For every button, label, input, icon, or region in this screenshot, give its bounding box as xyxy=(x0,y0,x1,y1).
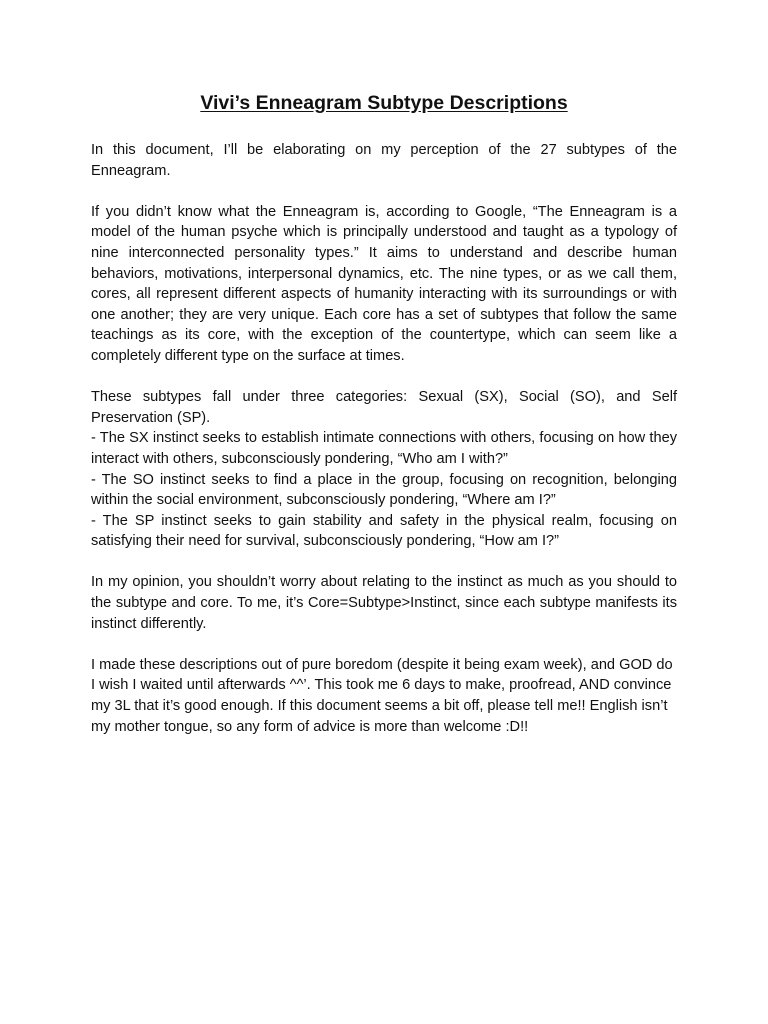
definition-paragraph: If you didn’t know what the Enneagram is, according to Google, “The Enneagram is a model of the human psyche which is principally understood and taught as a typology of nine interconnected personality types.” It aims to understand and describe human behaviors, motivations, interpersonal dynamics, etc. The nine types, or as we call them, cores, all represent different aspects of humanity interacting with its surroundings or with one another; they are very unique. Each core has a set of subtypes that follow the same teachings as its core, with the exception of the countertype, which can seem like a completely different type on the surface at times. xyxy=(91,203,677,364)
so-instinct-item: - The SO instinct seeks to find a place in the group, focusing on recognition, belonging within the social environment, subconsciously pondering, “Where am I?” xyxy=(91,471,677,509)
document-body xyxy=(91,140,677,737)
sx-instinct-item: - The SX instinct seeks to establish intimate connections with others, focusing on how they interact with others, subconsciously pondering, “Who am I with?” xyxy=(91,430,677,467)
intro-paragraph: In this document, I’ll be elaborating on my perception of the 27 subtypes of the Enneagram. xyxy=(91,142,677,179)
closing-paragraph: I made these descriptions out of pure boredom (despite it being exam week), and GOD do I wish I waited until afterwards ^^’. This took me 6 days to make, proofread, AND convince my 3L that it’s good enough. If this document seems a bit off, please tell me!! English isn’t my mother tongue, so any form of advice is more than welcome :D!! xyxy=(91,656,673,735)
document-title: Vivi’s Enneagram Subtype Descriptions xyxy=(200,92,568,114)
categories-text: These subtypes fall under three categories: Sexual (SX), Social (SO), and Self Preservation (SP). xyxy=(91,389,677,426)
instinct-categories-block xyxy=(91,387,677,552)
sp-instinct-item: - The SP instinct seeks to gain stability and safety in the physical realm, focusing on satisfying their need for survival, subconsciously pondering, “How am I?” xyxy=(91,512,677,550)
opinion-paragraph: In my opinion, you shouldn’t worry about relating to the instinct as much as you should to the subtype and core. To me, it’s Core=Subtype>Instinct, since each subtype manifests its instinct differently. xyxy=(91,574,677,632)
